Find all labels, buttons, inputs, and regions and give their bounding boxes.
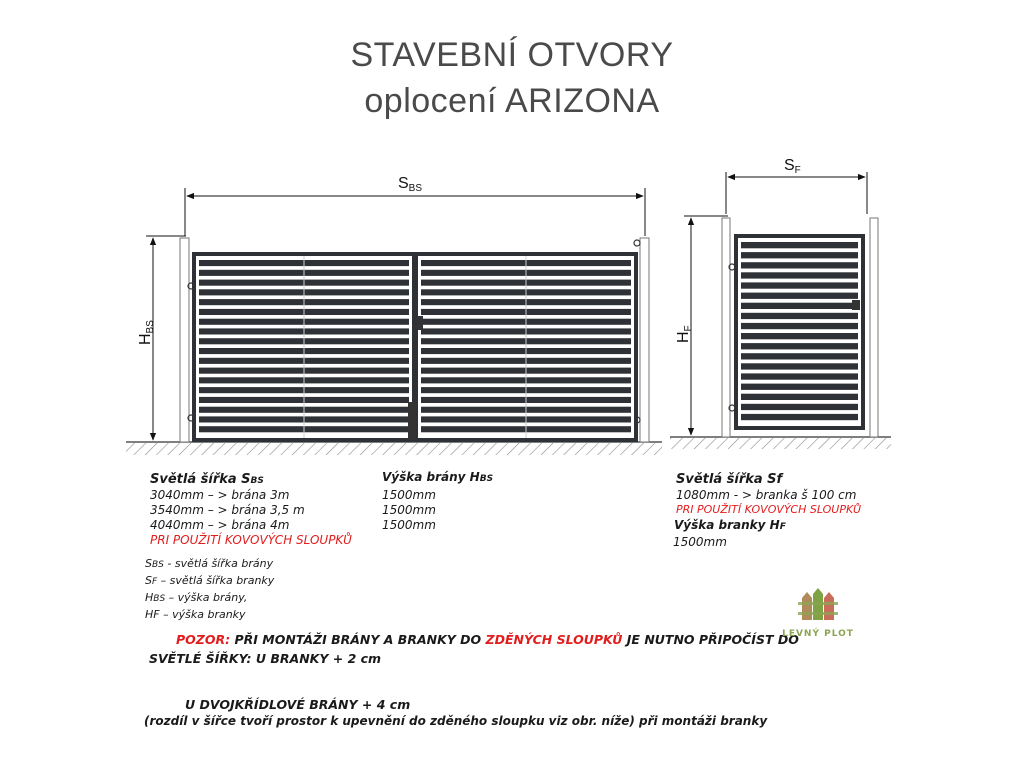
wicket-width-label: SF [784, 157, 801, 176]
slat [741, 384, 858, 390]
page-title: STAVEBNÍ OTVORY [350, 36, 674, 74]
legend-item: SF – světlá šířka branky [145, 574, 275, 587]
warning-label: POZOR: [176, 632, 231, 647]
wicket-ground [670, 437, 891, 449]
warning-line-2: SVĚTLÉ ŠÍŘKY: U BRANKY + 2 cm [149, 651, 382, 666]
wicket-height-label: HF [675, 325, 694, 343]
slat [741, 353, 858, 359]
levny-plot-logo [782, 588, 854, 639]
gate-drop-bolt [408, 402, 416, 440]
warning-line-4: (rozdíl v šířce tvoří prostor k upevnění do zděného sloupku viz obr. níže) při montáži branky [144, 714, 768, 728]
slat [741, 414, 858, 420]
slat [741, 363, 858, 369]
slat [741, 404, 858, 410]
wicket-leaf [736, 236, 863, 428]
gate-post-right [640, 238, 649, 442]
legend-item: HBS – výška brány, [145, 591, 248, 604]
gate-leaf-right [416, 254, 636, 440]
gate-height-3: 1500mm [382, 518, 436, 532]
wicket-width-heading: Světlá šířka Sf [676, 472, 783, 487]
gate-height-2: 1500mm [382, 503, 436, 517]
gate-width-row-3: 4040mm – > brána 4m [150, 518, 290, 532]
slat [741, 252, 858, 258]
wicket-width-row: 1080mm - > branka š 100 cm [676, 488, 857, 502]
gate-width-row-1: 3040mm – > brána 3m [150, 488, 290, 502]
gate-height-heading: Výška brány HBS [382, 470, 494, 484]
gate-lock [417, 316, 423, 330]
wicket-post-left [722, 218, 730, 437]
gate-leaf-left [194, 254, 414, 440]
slat [741, 303, 858, 309]
wicket-lock [852, 300, 860, 310]
wicket-height-heading: Výška branky HF [674, 518, 786, 532]
warning-line-3: U DVOJKŘÍDLOVÉ BRÁNY + 4 cm [185, 697, 411, 712]
gate-height-1: 1500mm [382, 488, 436, 502]
wicket-width-dimension [726, 172, 867, 214]
wicket-post-right [870, 218, 878, 437]
wicket-height: 1500mm [673, 535, 727, 549]
warning-highlight: ZDĚNÝCH SLOUPKŮ [485, 632, 623, 647]
slat [741, 262, 858, 268]
gate-ground [126, 442, 662, 455]
slat [741, 293, 858, 299]
gate-width-dimension [185, 188, 645, 236]
gate-width-label: SBS [398, 175, 423, 194]
wicket-metal-post-note: PRI POUŽITÍ KOVOVÝCH SLOUPKŮ [676, 503, 862, 516]
gate-width-row-2: 3540mm – > brána 3,5 m [150, 503, 305, 517]
slat [741, 333, 858, 339]
warning-line-1: POZOR: PŘI MONTÁŽI BRÁNY A BRANKY DO ZDĚNÝCH SLOUPKŮ JE NUTNO PŘIPOČÍST DO [176, 632, 799, 647]
gate-metal-post-note: PRI POUŽITÍ KOVOVÝCH SLOUPKŮ [150, 533, 352, 547]
gate-post-left [180, 238, 189, 442]
slat [741, 313, 858, 319]
gate-height-label: HBS [137, 320, 156, 345]
slat [741, 272, 858, 278]
slat [741, 323, 858, 329]
slat [741, 343, 858, 349]
page-subtitle: oplocení ARIZONA [364, 82, 660, 120]
slat [741, 282, 858, 288]
logo-text: LEVNÝ PLOT [782, 629, 854, 639]
fence-logo-icon [782, 588, 854, 622]
legend-item: HF – výška branky [145, 608, 246, 621]
legend-item: SBS - světlá šířka brány [145, 557, 274, 570]
slat [741, 394, 858, 400]
slat [741, 373, 858, 379]
slat [741, 242, 858, 248]
gate-width-heading: Světlá šířka SBS [150, 472, 264, 487]
